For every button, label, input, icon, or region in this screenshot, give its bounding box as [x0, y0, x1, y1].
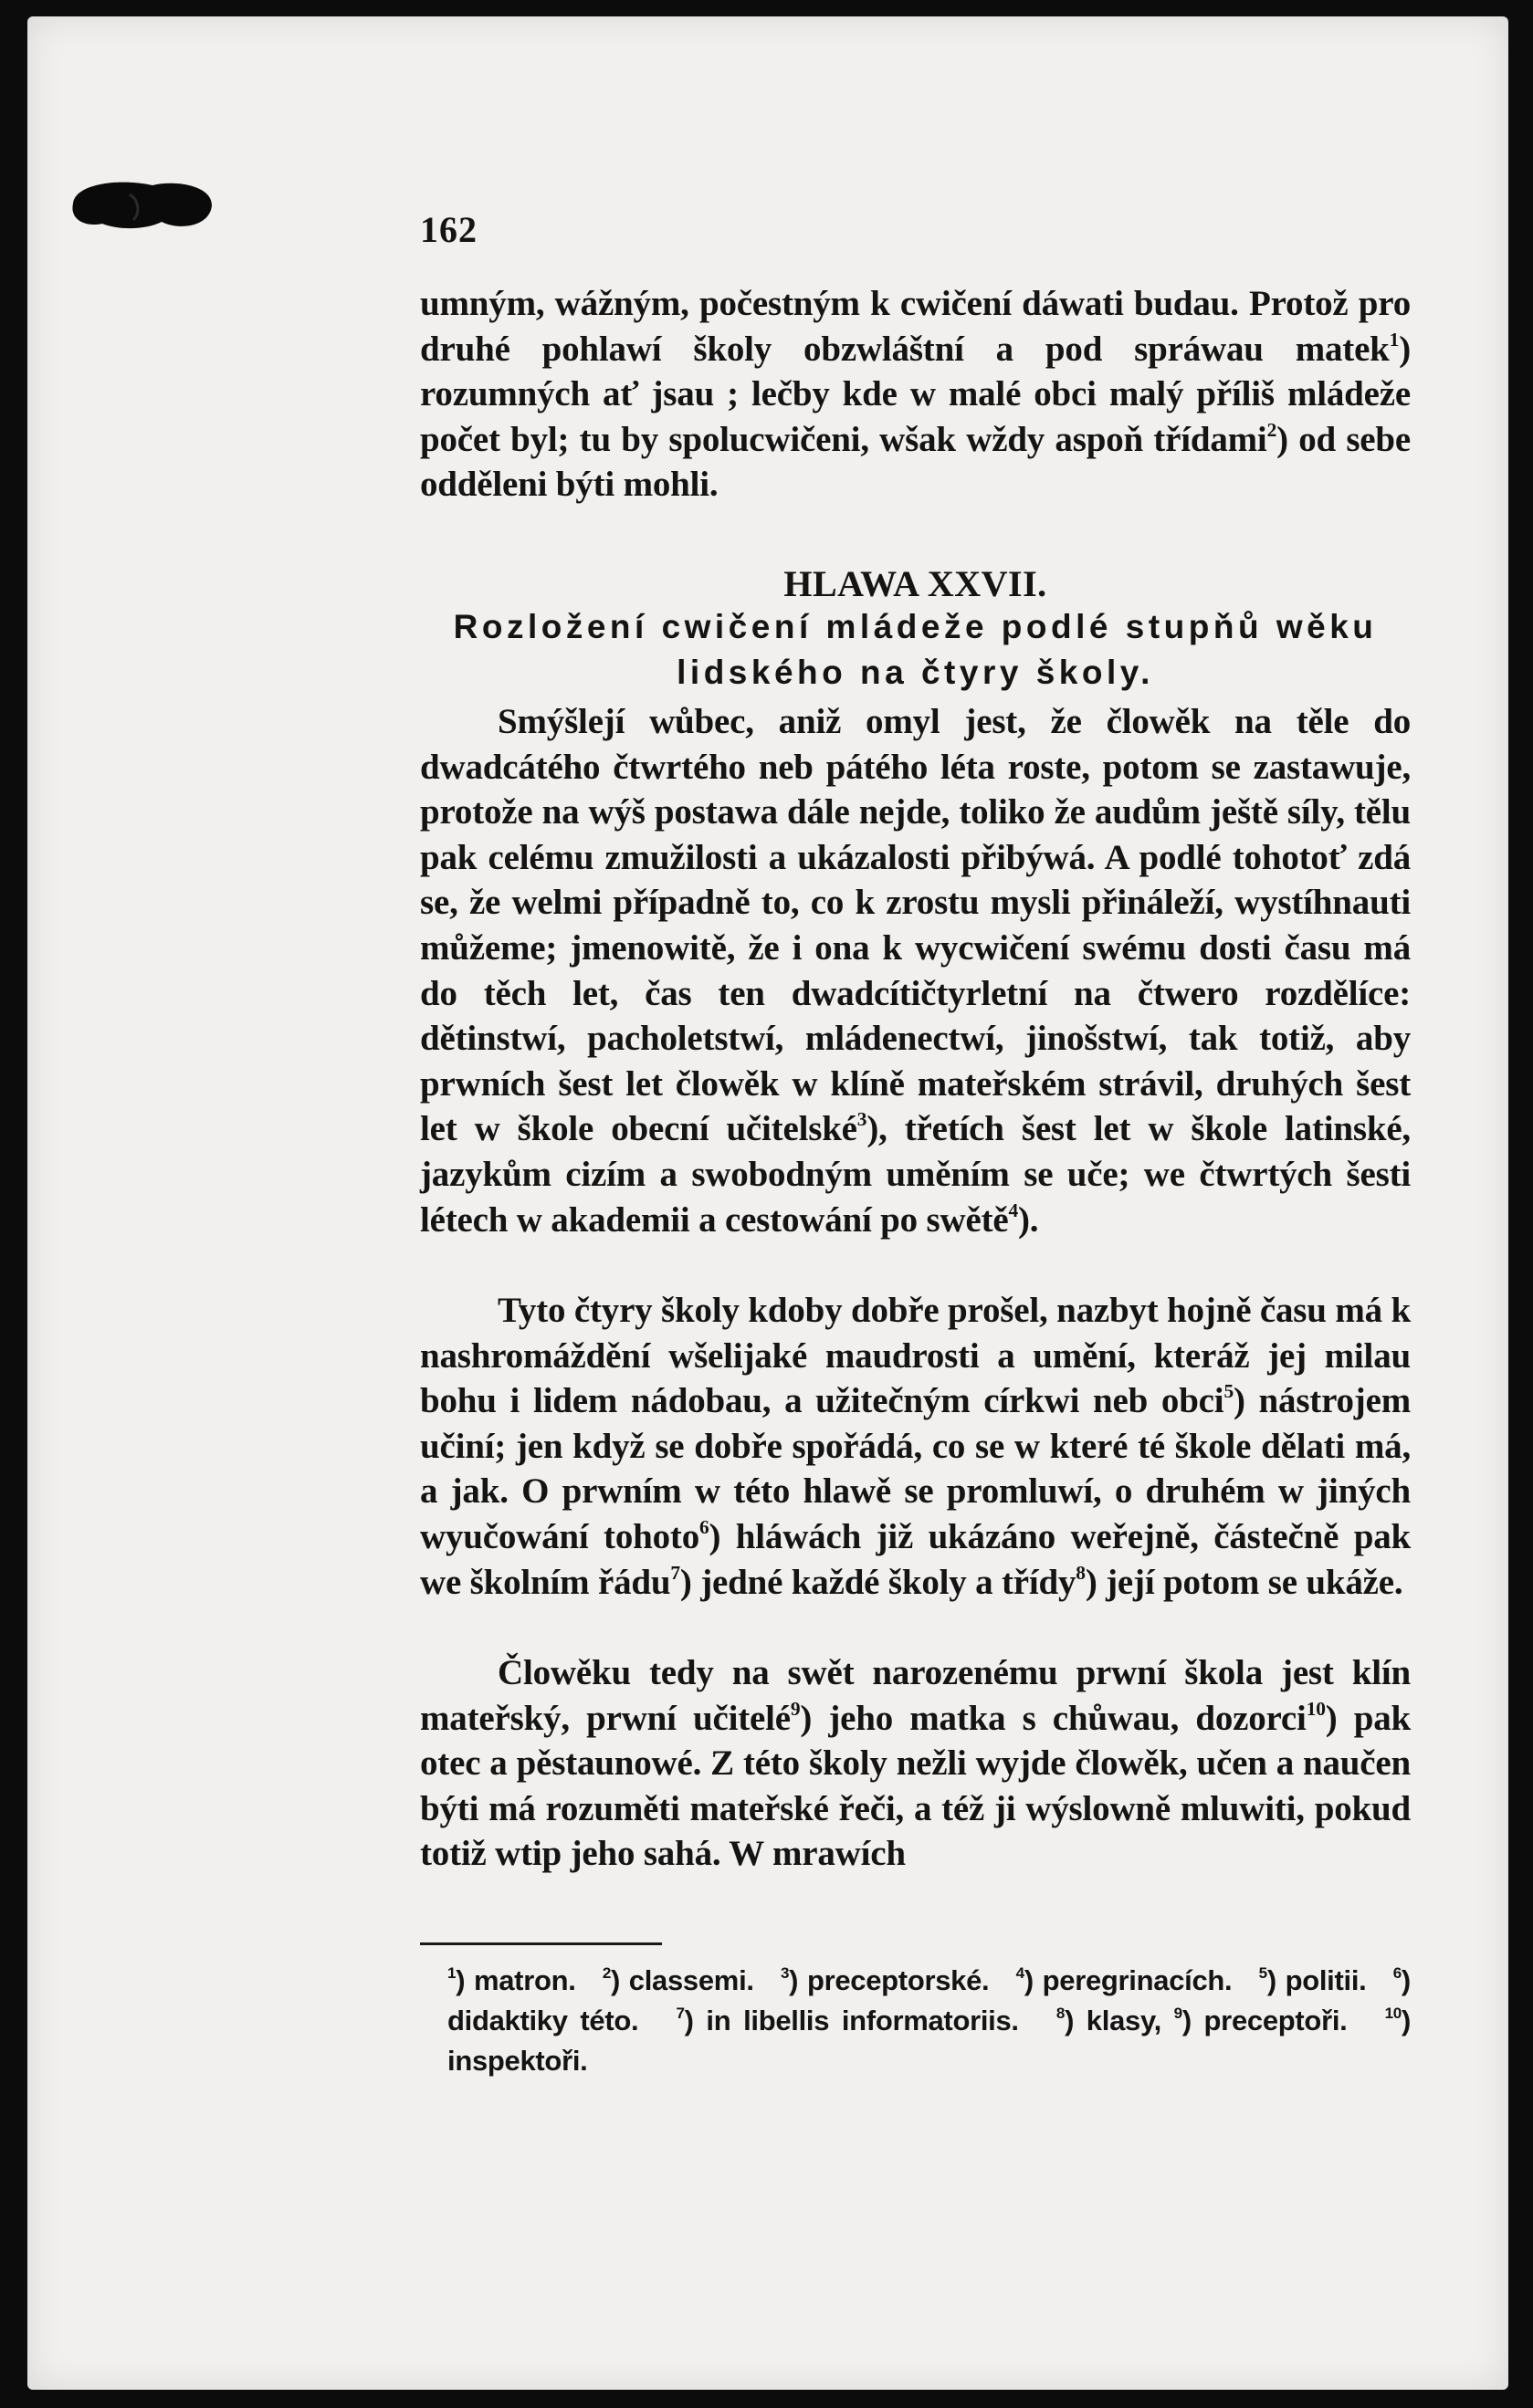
footnote-ref-7: 7 [670, 1561, 680, 1584]
footnote-marker-1: 1 [447, 1964, 457, 1983]
paragraph-1-text-2: ), třetích šest let w škole latinské, jazykům cizím a swobodným uměním se uče; we čtwrtých šesti létech w akademii a cestowání po swětě [420, 1109, 1411, 1240]
intro-text-3: ) od sebe odděleni býti mohli. [420, 419, 1412, 505]
page-number: 162 [420, 209, 478, 250]
footnote-3: ) preceptorské. [789, 1964, 990, 1996]
footnote-ref-8: 8 [1076, 1561, 1086, 1584]
footnote-divider [420, 1942, 662, 1945]
paragraph-3-text-3: ) pak otec a pěstaunowé. Z této školy nežli wyjde člowěk, učen a naučen býti má rozuměti mateřské řeči, a též ji wýslowně mluwiti, pokud totiž wtip jeho sahá. W mrawích [420, 1698, 1411, 1874]
paragraph-3-text-1: Člowěku tedy na swět narozenému prwní škola jest klín mateřský, prwní učitelé [420, 1653, 1411, 1738]
footnote-marker-6: 6 [1392, 1964, 1402, 1983]
paragraph-1 [420, 699, 1411, 1242]
footnote-4: ) peregrinacích. [1024, 1964, 1233, 1996]
footnote-ref-6: 6 [699, 1515, 709, 1538]
footnote-5: ) politii. [1266, 1964, 1367, 1996]
paragraph-2-text-2: ) nástrojem učiní; jen když se dobře spořádá, co se w které té škole dělati má, a jak. O prwním w této hlawě se promluwí, o druhém w jiných wyučowání tohoto [420, 1381, 1411, 1556]
footnote-6: ) didaktiky této. [447, 1964, 1411, 2036]
footnote-2: ) classemi. [611, 1964, 754, 1996]
footnote-marker-3: 3 [780, 1964, 790, 1983]
ink-blot-mark [66, 176, 216, 233]
footnote-8: ) klasy, [1065, 2005, 1161, 2036]
footnotes [447, 1961, 1411, 2081]
footnote-marker-9: 9 [1173, 2005, 1182, 2023]
paragraph-2-text-1: Tyto čtyry školy kdoby dobře prošel, nazbyt hojně času má k nashromáždění wšelijaké maudrosti a umění, kteráž jej milau bohu i lidem nádobau, a užitečným církwi neb obci [420, 1291, 1411, 1421]
chapter-subtitle [420, 604, 1411, 696]
footnote-marker-2: 2 [602, 1964, 612, 1983]
paragraph-2-text-5: ) její potom se ukáže. [1085, 1562, 1403, 1602]
footnote-marker-7: 7 [676, 2005, 685, 2023]
intro-text-2: ) rozumných ať jsau ; lečby kde w malé obci malý příliš mládeže počet byl; tu by spolucwičeni, wšak wždy aspoň třídami [420, 329, 1411, 459]
footnote-7: ) in libellis informatoriis. [684, 2005, 1019, 2036]
footnote-ref-4: 4 [1008, 1199, 1019, 1221]
footnote-10: ) inspektoři. [447, 2005, 1411, 2077]
chapter-title: HLAWA XXVII. [783, 563, 1047, 604]
paragraph-1-text-1: Smýšlejí wůbec, aniž omyl jest, že člowěk na těle do dwadcátého čtwrtého neb pátého léta roste, potom se zastawuje, protože na wýš postawa dále nejde, toliko že audům ještě síly, tělu pak celému zmužilosti a ukázalosti přibýwá. A podlé tohotoť zdá se, že welmi případně to, co k zrostu mysli přináleží, wystíhnauti můžeme; jmenowitě, že i ona k wycwičení swému dosti času má do těch let, čas ten dwadcítičtyrletní na čtwero rozdělíce: dětinstwí, pacholetstwí, mládenectwí, jinošstwí, tak totiž, aby prwních šest let člowěk w klíně mateřském strávil, druhých šest let w škole obecní učitelské [420, 702, 1411, 1149]
footnote-1: ) matron. [456, 1964, 576, 1996]
chapter-subtitle-line-2: lidského na čtyry školy. [677, 654, 1154, 691]
paragraph-1-text-3: ). [1018, 1199, 1039, 1240]
footnote-ref-9: 9 [790, 1697, 801, 1720]
paragraph-3-text-2: ) jeho matka s chůwau, dozorci [800, 1698, 1307, 1738]
chapter-subtitle-line-1: Rozložení cwičení mládeže podlé stupňů wěku [453, 608, 1378, 645]
book-page [27, 16, 1508, 2390]
footnote-ref-3: 3 [856, 1108, 867, 1131]
footnote-ref-2: 2 [1266, 418, 1277, 441]
intro-text-1: umným, wážným, počestným k cwičení dáwati budau. Protož pro druhé pohlawí školy obzwláštní a pod spráwau matek [420, 284, 1411, 369]
footnote-ref-5: 5 [1223, 1380, 1234, 1403]
paragraph-2-text-3: ) hláwách již ukázáno weřejně, částečně pak we školním řádu [420, 1516, 1411, 1602]
paragraph-2-text-4: ) jedné každé školy a třídy [679, 1562, 1076, 1602]
footnote-ref-1: 1 [1389, 328, 1400, 351]
footnote-marker-10: 10 [1384, 2005, 1402, 2023]
paragraph-2 [420, 1288, 1411, 1605]
intro-paragraph [420, 281, 1411, 508]
footnote-ref-10: 10 [1306, 1697, 1326, 1720]
footnote-marker-4: 4 [1015, 1964, 1024, 1983]
footnote-marker-5: 5 [1258, 1964, 1267, 1983]
footnote-marker-8: 8 [1055, 2005, 1066, 2023]
paragraph-3 [420, 1650, 1411, 1877]
footnote-9: ) preceptoři. [1181, 2005, 1348, 2036]
